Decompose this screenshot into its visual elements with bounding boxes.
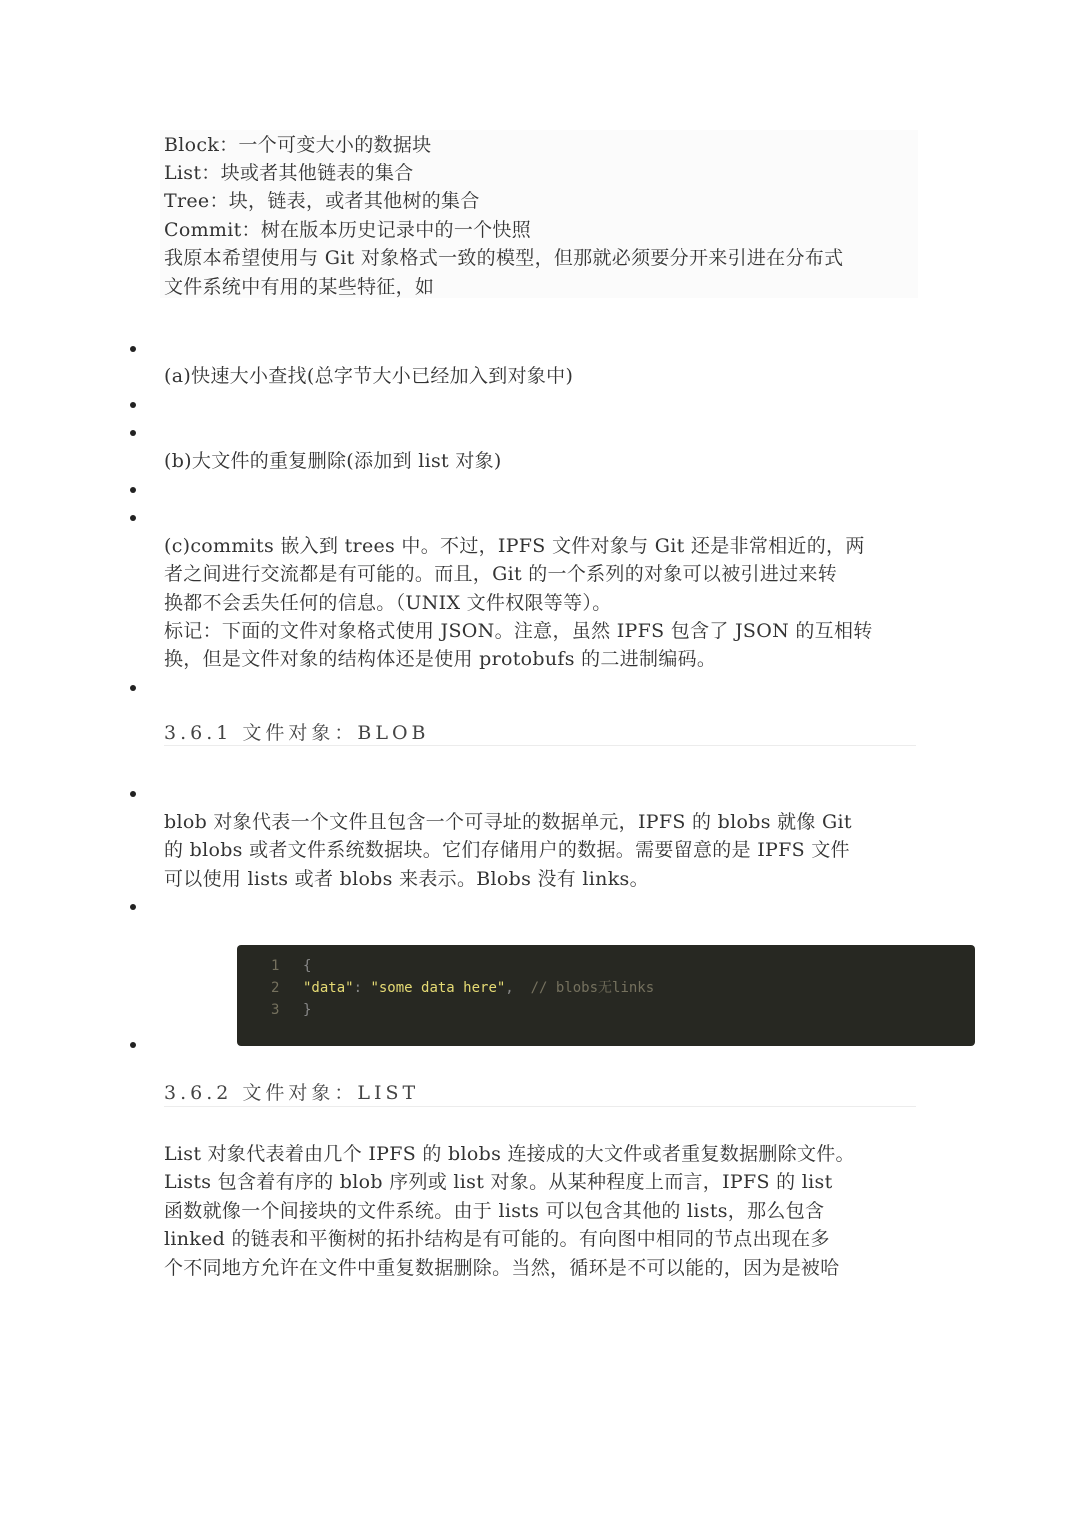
list-para-line: Lists 包含着有序的 blob 序列或 list 对象。从某种程度上而言，IPFS 的 list (164, 1171, 833, 1193)
feature-c-line: (c)commits 嵌入到 trees 中。不过，IPFS 文件对象与 Git 还是非常相近的，两 (164, 535, 865, 557)
code-colon: : (353, 980, 371, 996)
code-block (237, 945, 975, 1046)
list-bullet (130, 1042, 136, 1048)
list-para-line: List 对象代表着由几个 IPFS 的 blobs 连接成的大文件或者重复数据删除文件。 (164, 1143, 855, 1165)
feature-a: (a)快速大小查找(总字节大小已经加入到对象中) (164, 365, 574, 387)
feature-c-line: 换都不会丢失任何的信息。（UNIX 文件权限等等）。 (164, 592, 612, 614)
heading-divider (164, 745, 916, 746)
feature-c-line: 标记：下面的文件对象格式使用 JSON。注意，虽然 IPFS 包含了 JSON 的互相转 (164, 620, 873, 642)
list-bullet (130, 487, 136, 493)
list-para-line: 函数就像一个间接块的文件系统。由于 lists 可以包含其他的 lists，那么包含 (164, 1200, 825, 1222)
line-number: 1 (271, 958, 280, 974)
line-number: 3 (271, 1002, 280, 1018)
intro-line: Block：一个可变大小的数据块 (164, 134, 432, 156)
section-heading-list: 3.6.2 文件对象：LIST (164, 1082, 420, 1104)
list-bullet (130, 904, 136, 910)
intro-line: Tree：块，链表，或者其他树的集合 (164, 190, 480, 212)
blob-para-line: 可以使用 lists 或者 blobs 来表示。Blobs 没有 links。 (164, 868, 649, 890)
code-comment: // blobs无links (530, 980, 655, 996)
code-comma: , (505, 980, 514, 996)
intro-line: List：块或者其他链表的集合 (164, 162, 414, 184)
code-brace: { (303, 958, 312, 974)
list-bullet (130, 515, 136, 521)
feature-c-line: 换，但是文件对象的结构体还是使用 protobufs 的二进制编码。 (164, 648, 717, 670)
list-para-line: 个不同地方允许在文件中重复数据删除。当然，循环是不可以能的，因为是被哈 (164, 1257, 840, 1279)
list-bullet (130, 402, 136, 408)
list-bullet (130, 346, 136, 352)
blob-para-line: blob 对象代表一个文件且包含一个可寻址的数据单元，IPFS 的 blobs 就像 Git (164, 811, 852, 833)
intro-line: 文件系统中有用的某些特征，如 (164, 276, 435, 298)
list-bullet (130, 685, 136, 691)
code-brace: } (303, 1002, 312, 1018)
list-bullet (130, 791, 136, 797)
intro-line: 我原本希望使用与 Git 对象格式一致的模型，但那就必须要分开来引进在分布式 (164, 247, 844, 269)
heading-divider (164, 1106, 916, 1107)
code-value: "some data here" (370, 980, 506, 996)
code-key: "data" (303, 980, 354, 996)
section-heading-blob: 3.6.1 文件对象：BLOB (164, 722, 430, 744)
feature-c-line: 者之间进行交流都是有可能的。而且，Git 的一个系列的对象可以被引进过来转 (164, 563, 838, 585)
blob-para-line: 的 blobs 或者文件系统数据块。它们存储用户的数据。需要留意的是 IPFS 文件 (164, 839, 850, 861)
list-para-line: linked 的链表和平衡树的拓扑结构是有可能的。有向图中相同的节点出现在多 (164, 1228, 830, 1250)
intro-line: Commit：树在版本历史记录中的一个快照 (164, 219, 532, 241)
list-bullet (130, 430, 136, 436)
feature-b: (b)大文件的重复删除(添加到 list 对象) (164, 450, 502, 472)
line-number: 2 (271, 980, 280, 996)
